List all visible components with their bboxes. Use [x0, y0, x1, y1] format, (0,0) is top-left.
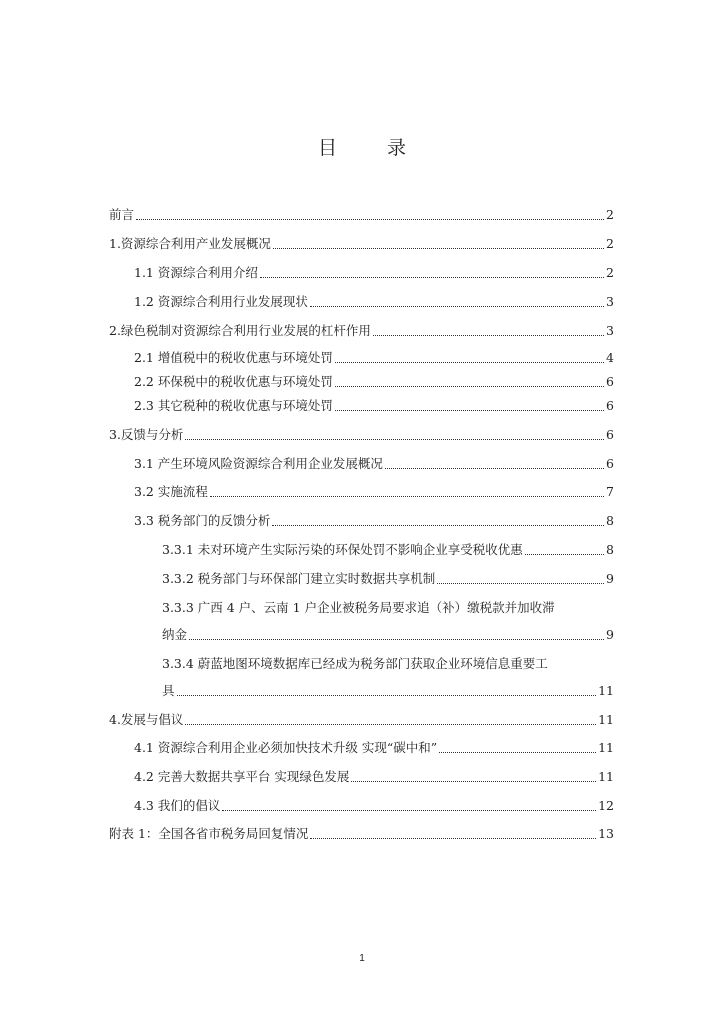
toc-entry-text: 4.发展与倡议 — [109, 712, 184, 727]
toc-entry-page: 12 — [598, 798, 614, 813]
toc-entry-page: 6 — [606, 398, 614, 413]
toc-entry-3-3-4[interactable] — [162, 683, 614, 699]
toc-entry-page: 11 — [598, 712, 614, 727]
dot-leader — [222, 809, 596, 811]
toc-entry-text: 2.3 其它税种的税收优惠与环境处罚 — [134, 398, 333, 413]
dot-leader — [439, 751, 596, 753]
toc-entry-4-3[interactable] — [134, 798, 614, 814]
toc-entry-page: 11 — [598, 769, 614, 784]
dot-leader — [373, 334, 604, 336]
toc-entry-page: 8 — [606, 513, 614, 528]
toc-entry-text: 2.绿色税制对资源综合利用行业发展的杠杆作用 — [109, 323, 371, 338]
toc-entry-1-1[interactable] — [134, 265, 614, 281]
dot-leader — [310, 305, 604, 307]
toc-entry-text: 2.2 环保税中的税收优惠与环境处罚 — [134, 374, 333, 389]
dot-leader — [273, 247, 604, 249]
toc-entry-page: 9 — [606, 571, 614, 586]
toc-entry-text: 附表 1：全国各省市税务局回复情况 — [109, 826, 309, 841]
toc-entry-1[interactable] — [109, 236, 614, 252]
toc-entry-text: 前言 — [109, 207, 135, 222]
toc-entry-text: 3.3.1 未对环境产生实际污染的环保处罚不影响企业享受税收优惠 — [162, 542, 523, 557]
toc-entry-text: 4.3 我们的倡议 — [134, 798, 221, 813]
toc-entry-page: 11 — [598, 683, 614, 698]
toc-entry-text: 3.反馈与分析 — [109, 427, 184, 442]
toc-entry-page: 8 — [606, 542, 614, 557]
toc-entry-page: 6 — [606, 456, 614, 471]
toc-entry-3-3-2[interactable] — [162, 571, 614, 587]
toc-entry-text: 具 — [162, 683, 175, 698]
dot-leader — [185, 438, 604, 440]
toc-entry-page: 7 — [606, 484, 614, 499]
toc-entry-2-2[interactable] — [134, 374, 614, 390]
toc-entry-text: 4.2 完善大数据共享平台 实现绿色发展 — [134, 769, 350, 784]
dot-leader — [351, 780, 596, 782]
toc-entry-text: 3.2 实施流程 — [134, 484, 208, 499]
toc-entry-3-2[interactable] — [134, 484, 614, 500]
dot-leader — [260, 276, 604, 278]
toc-entry-3-3-3[interactable] — [162, 627, 614, 643]
toc-entry-page: 6 — [606, 374, 614, 389]
dot-leader — [335, 409, 604, 411]
toc-entry-page: 2 — [606, 265, 614, 280]
toc-entry-page: 3 — [606, 294, 614, 309]
toc-entry-2[interactable] — [109, 323, 614, 339]
toc-entry-text: 1.资源综合利用产业发展概况 — [109, 236, 271, 251]
dot-leader — [210, 495, 604, 497]
toc-entry-appendix-1[interactable] — [109, 826, 614, 842]
toc-entry-2-1[interactable] — [134, 350, 614, 366]
toc-entry-3-3-4-line1[interactable]: 3.3.4 蔚蓝地图环境数据库已经成为税务部门获取企业环境信息重要工 — [162, 656, 548, 671]
dot-leader — [272, 524, 604, 526]
toc-entry-page: 4 — [606, 350, 614, 365]
toc-entry-text: 1.1 资源综合利用介绍 — [134, 265, 258, 280]
toc-entry-page: 6 — [606, 427, 614, 442]
dot-leader — [335, 361, 604, 363]
toc-entry-preface[interactable] — [109, 207, 614, 223]
toc-entry-page: 2 — [606, 207, 614, 222]
toc-entry-text: 3.1 产生环境风险资源综合利用企业发展概况 — [134, 456, 383, 471]
toc-entry-3-3[interactable] — [134, 513, 614, 529]
toc-entry-4[interactable] — [109, 712, 614, 728]
toc-entry-4-2[interactable] — [134, 769, 614, 785]
toc-entry-text: 1.2 资源综合利用行业发展现状 — [134, 294, 308, 309]
toc-title: 目 录 — [317, 137, 429, 159]
dot-leader — [185, 723, 596, 725]
toc-entry-page: 2 — [606, 236, 614, 251]
toc-entry-1-2[interactable] — [134, 294, 614, 310]
dot-leader — [177, 694, 597, 696]
dot-leader — [136, 218, 604, 220]
dot-leader — [189, 638, 604, 640]
toc-entry-3-3-3-line1[interactable]: 3.3.3 广西 4 户、云南 1 户企业被税务局要求追（补）缴税款并加收滞 — [162, 600, 555, 615]
toc-entry-page: 13 — [598, 826, 614, 841]
toc-entry-text: 3.3 税务部门的反馈分析 — [134, 513, 271, 528]
toc-entry-4-1[interactable] — [134, 740, 614, 756]
toc-entry-page: 3 — [606, 323, 614, 338]
toc-entry-3-3-1[interactable] — [162, 542, 614, 558]
page-number: 1 — [359, 953, 365, 964]
toc-entry-text: 3.3.2 税务部门与环保部门建立实时数据共享机制 — [162, 571, 436, 586]
dot-leader — [437, 582, 604, 584]
dot-leader — [525, 553, 604, 555]
dot-leader — [310, 837, 596, 839]
toc-entry-text: 2.1 增值税中的税收优惠与环境处罚 — [134, 350, 333, 365]
toc-entry-3[interactable] — [109, 427, 614, 443]
toc-entry-page: 9 — [606, 627, 614, 642]
toc-entry-text: 纳金 — [162, 627, 188, 642]
toc-entry-2-3[interactable] — [134, 398, 614, 414]
dot-leader — [335, 385, 604, 387]
toc-entry-text: 4.1 资源综合利用企业必须加快技术升级 实现“碳中和” — [134, 740, 438, 755]
dot-leader — [385, 467, 604, 469]
toc-entry-page: 11 — [598, 740, 614, 755]
toc-entry-3-1[interactable] — [134, 456, 614, 472]
